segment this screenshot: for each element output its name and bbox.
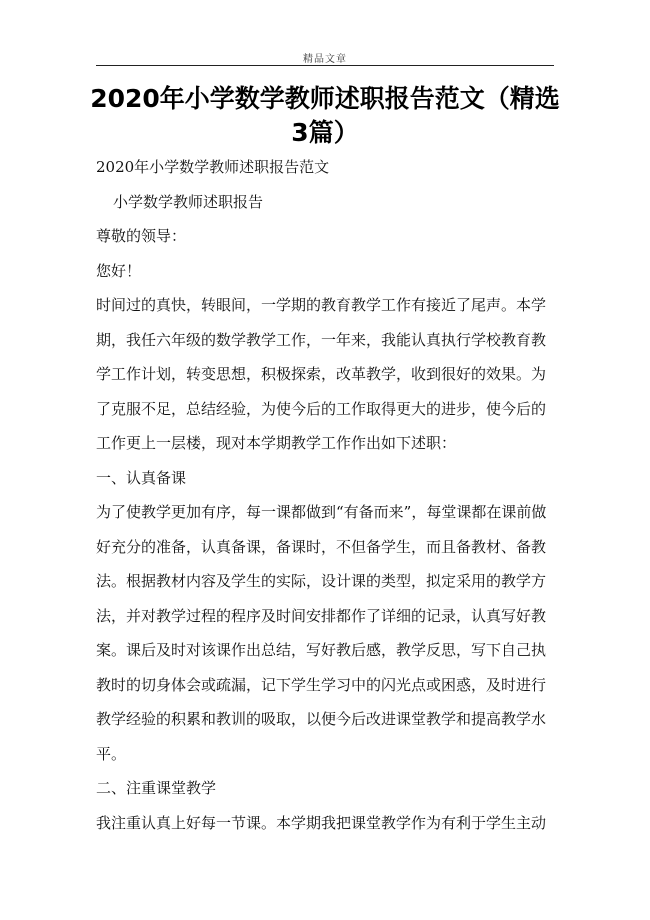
intro-paragraph: 时间过的真快，转眼间，一学期的教育教学工作有接近了尾声。本学期，我任六年级的数学教学工作，一年来，我能认真执行学校教育教学工作计划，转变思想，积极探索，改革教学，收到很好的效果。为了克服不足，总结经验，为使今后的工作取得更大的进步，使今后的工作更上一层楼，现对本学期教学工作作出如下述职： bbox=[96, 296, 547, 452]
header-label: 精品文章 bbox=[303, 54, 347, 65]
section-2-paragraph: 我注重认真上好每一节课。本学期我把课堂教学作为有利于学生主动 bbox=[96, 813, 547, 832]
report-title: 小学数学教师述职报告 bbox=[113, 192, 264, 211]
section-2-heading: 二、注重课堂教学 bbox=[96, 779, 217, 797]
document-title: 2020年小学数学教师述职报告范文（精选3篇） bbox=[90, 84, 560, 147]
greeting: 您好！ bbox=[96, 261, 142, 280]
document-body bbox=[96, 150, 554, 840]
section-1-heading: 一、认真备课 bbox=[96, 468, 187, 487]
section-1-paragraph: 为了使教学更加有序，每一课都做到“有备而来”，每堂课都在课前做好充分的准备，认真备课，备课时，不但备学生，而且备教材、备教法。根据教材内容及学生的实际，设计课的类型，拟定采用的教学方法，并对教学过程的程序及时间安排都作了详细的记录，认真写好教案。课后及时对该课作出总结，写好教后感，教学反思，写下自己执教时的切身体会或疏漏，记下学生学习中的闪光点或困惑，及时进行教学经验的积累和教训的吸取，以便今后改进课堂教学和提高教学水平。 bbox=[96, 503, 547, 763]
header-divider bbox=[96, 65, 554, 66]
salutation: 尊敬的领导： bbox=[96, 227, 187, 245]
document-subtitle: 2020年小学数学教师述职报告范文 bbox=[96, 158, 330, 176]
